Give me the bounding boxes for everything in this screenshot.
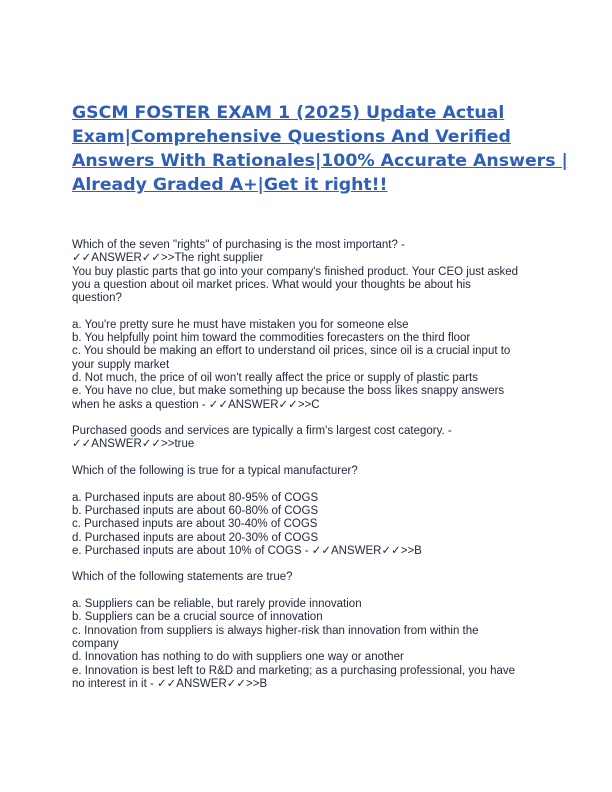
title-line-4[interactable]: Already Graded A+|Get it right!! (72, 175, 388, 195)
option-text: e. You have no clue, but make something up because the boss likes snappy answers (72, 385, 505, 398)
question-text: you a question about oil market prices. What would your thoughts be about his (72, 278, 471, 291)
option-text: b. You helpfully point him toward the commodities forecasters on the third floor (72, 332, 471, 345)
answer-text: no interest in it - ✓✓ANSWER✓✓>>B (72, 677, 268, 690)
option-text: d. Not much, the price of oil won't really affect the price or supply of plastic parts (72, 371, 478, 384)
question-text: You buy plastic parts that go into your company's finished product. Your CEO just asked (72, 265, 519, 278)
answer-text: e. Purchased inputs are about 10% of COGS - ✓✓ANSWER✓✓>>B (72, 544, 422, 557)
spacer (72, 558, 542, 571)
spacer (72, 478, 542, 491)
question-text: Purchased goods and services are typically a firm's largest cost category. - (72, 425, 452, 438)
answer-text: ✓✓ANSWER✓✓>>The right supplier (72, 252, 264, 265)
option-text: a. Purchased inputs are about 80-95% of COGS (72, 491, 319, 504)
option-text: company (72, 637, 119, 650)
title-line-2[interactable]: Exam|Comprehensive Questions And Verified (72, 127, 511, 147)
option-text: c. You should be making an effort to understand oil prices, since oil is a crucial input to (72, 345, 511, 358)
document-title[interactable] (72, 101, 568, 197)
option-text: a. Suppliers can be reliable, but rarely provide innovation (72, 598, 362, 611)
title-line-3[interactable]: Answers With Rationales|100% Accurate Answers | (72, 151, 568, 171)
option-text: a. You're pretty sure he must have mistaken you for someone else (72, 318, 409, 331)
answer-text: ✓✓ANSWER✓✓>>true (72, 438, 195, 451)
option-text: d. Innovation has nothing to do with suppliers one way or another (72, 651, 404, 664)
option-text: e. Innovation is best left to R&D and marketing; as a purchasing professional, you have (72, 664, 516, 677)
answer-text: when he asks a question - ✓✓ANSWER✓✓>>C (72, 398, 320, 411)
option-text: c. Purchased inputs are about 30-40% of COGS (72, 518, 318, 531)
option-text: your supply market (72, 358, 170, 371)
option-text: b. Purchased inputs are about 60-80% of COGS (72, 504, 319, 517)
option-text: b. Suppliers can be a crucial source of innovation (72, 611, 323, 624)
option-text: c. Innovation from suppliers is always higher-risk than innovation from within the (72, 624, 479, 637)
title-line-1[interactable]: GSCM FOSTER EXAM 1 (2025) Update Actual (72, 103, 505, 123)
question-text: Which of the following is true for a typical manufacturer? (72, 465, 358, 478)
spacer (72, 452, 542, 465)
question-text: Which of the following statements are true? (72, 571, 293, 584)
spacer (72, 305, 542, 318)
question-text: question? (72, 292, 122, 305)
question-text: Which of the seven "rights" of purchasing is the most important? - (72, 239, 405, 251)
option-text: d. Purchased inputs are about 20-30% of COGS (72, 531, 319, 544)
spacer (72, 412, 542, 425)
document-body (72, 239, 542, 691)
spacer (72, 585, 542, 598)
